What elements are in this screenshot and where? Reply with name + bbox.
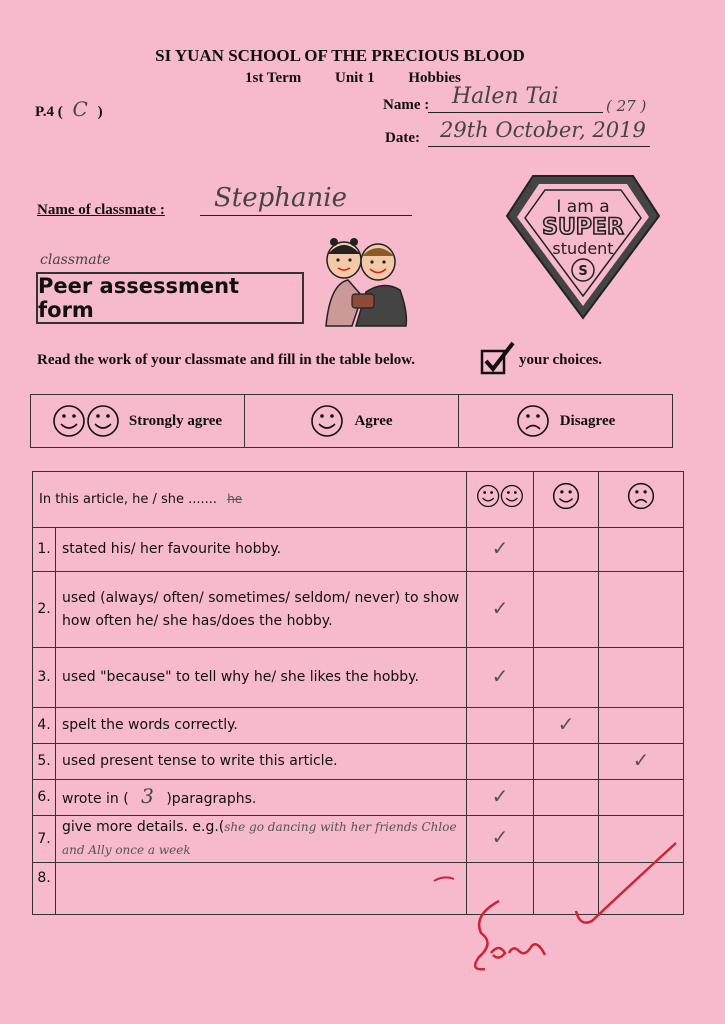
term-label: 1st Term	[245, 70, 302, 86]
row-number: 8.	[33, 863, 56, 915]
legend-strongly-agree-label: Strongly agree	[128, 412, 223, 429]
row-number: 3.	[33, 648, 56, 708]
table-row	[33, 744, 684, 780]
row-text: spelt the words correctly.	[56, 708, 467, 744]
date-value: 29th October, 2019	[440, 118, 646, 142]
tick-icon: ✓	[491, 535, 509, 560]
mark-disagree[interactable]	[599, 708, 684, 744]
legend-disagree	[458, 395, 672, 447]
sad-face-icon	[627, 482, 655, 510]
tick-icon: ✓	[632, 747, 650, 772]
classmate-scribble: classmate	[40, 252, 111, 268]
class-value: C	[72, 97, 88, 121]
table-header-text: In this article, he / she .......	[39, 492, 218, 507]
table-row	[33, 708, 684, 744]
tick-icon: ✓	[491, 783, 509, 808]
table-header-row	[33, 472, 684, 528]
name-value: Halen Tai	[452, 84, 559, 109]
badge-emblem: S	[578, 264, 588, 279]
tick-icon: ✓	[491, 595, 509, 620]
legend-strongly-agree	[31, 395, 244, 447]
sad-face-icon	[516, 404, 550, 438]
class-field	[35, 97, 103, 121]
mark-disagree[interactable]	[599, 648, 684, 708]
row-number: 6.	[33, 780, 56, 816]
teacher-signature-icon	[465, 895, 555, 985]
row-text	[56, 780, 467, 816]
table-header-cell	[33, 472, 467, 528]
table-row	[33, 528, 684, 572]
form-title: Peer assessment form	[36, 272, 304, 324]
legend-agree	[244, 395, 458, 447]
mark-strongly-agree[interactable]	[467, 528, 534, 572]
checkbox-tick-icon	[480, 341, 516, 377]
col-agree	[534, 472, 599, 528]
table-row	[33, 572, 684, 648]
legend-agree-label: Agree	[354, 412, 393, 429]
smiley-icon	[310, 404, 344, 438]
badge-line1: I am a	[556, 197, 610, 217]
table-row	[33, 648, 684, 708]
school-name: SI YUAN SCHOOL OF THE PRECIOUS BLOOD	[155, 46, 525, 65]
unit-label: Unit 1	[335, 70, 375, 86]
row-text	[56, 816, 467, 863]
row-text: used present tense to write this article.	[56, 744, 467, 780]
row-text: stated his/ her favourite hobby.	[56, 528, 467, 572]
mark-agree[interactable]	[534, 780, 599, 816]
class-label: P.4 (	[35, 104, 63, 120]
legend-disagree-label: Disagree	[559, 412, 616, 429]
class-close: )	[97, 104, 103, 120]
row-text	[56, 863, 467, 915]
mark-agree[interactable]	[534, 648, 599, 708]
name-line	[428, 112, 603, 113]
date-label: Date:	[385, 130, 420, 146]
tick-icon: ✓	[491, 825, 509, 849]
row-number: 4.	[33, 708, 56, 744]
row-number: 2.	[33, 572, 56, 648]
super-student-badge-icon	[505, 172, 661, 322]
double-smiley-icon	[53, 404, 119, 438]
mark-disagree[interactable]	[599, 780, 684, 816]
row-text-before: wrote in (	[62, 790, 129, 807]
badge-line2: SUPER	[542, 215, 624, 240]
instructions-text: Read the work of your classmate and fill in the table below.	[37, 352, 416, 368]
row-text: used "because" to tell why he/ she likes the hobby.	[56, 648, 467, 708]
classmate-line	[200, 215, 412, 216]
legend-box	[30, 394, 673, 448]
mark-agree[interactable]	[534, 708, 599, 744]
row-number: 1.	[33, 528, 56, 572]
topic-label: Hobbies	[408, 70, 461, 86]
row-text-after: )paragraphs.	[166, 790, 257, 807]
row-text-before: give more details. e.g.(	[62, 819, 225, 835]
mark-strongly-agree[interactable]	[467, 744, 534, 780]
instructions-suffix: your choices.	[519, 352, 603, 368]
mark-agree[interactable]	[534, 528, 599, 572]
classmate-label: Name of classmate :	[37, 202, 165, 218]
mark-strongly-agree[interactable]	[467, 648, 534, 708]
paragraph-count-value: 3	[141, 783, 154, 808]
tick-icon: ✓	[491, 663, 509, 688]
table-header-struck-word: he	[227, 492, 243, 506]
row-number: 7.	[33, 816, 56, 863]
mark-disagree[interactable]	[599, 572, 684, 648]
mark-agree[interactable]	[534, 744, 599, 780]
table-row	[33, 780, 684, 816]
mark-agree[interactable]	[534, 572, 599, 648]
tick-icon: ✓	[557, 711, 575, 736]
mark-disagree[interactable]	[599, 744, 684, 780]
mark-disagree[interactable]	[599, 528, 684, 572]
double-smiley-icon	[477, 479, 523, 513]
date-line	[428, 146, 650, 147]
mark-strongly-agree[interactable]	[467, 708, 534, 744]
kids-illustration-icon	[322, 236, 412, 332]
mark-strongly-agree[interactable]	[467, 572, 534, 648]
row-text: used (always/ often/ sometimes/ seldom/ never) to show how often he/ she has/does the hobby.	[56, 572, 467, 648]
smiley-icon	[552, 482, 580, 510]
classmate-value: Stephanie	[214, 183, 347, 213]
col-disagree	[599, 472, 684, 528]
mark-strongly-agree[interactable]	[467, 780, 534, 816]
col-strongly-agree	[467, 472, 534, 528]
badge-line3: student	[552, 239, 614, 258]
row-number: 5.	[33, 744, 56, 780]
class-number: ( 27 )	[606, 97, 647, 115]
details-example-value: she go dancing with her friends Chloe and Ally once a week	[62, 820, 457, 857]
name-label: Name :	[383, 97, 430, 113]
